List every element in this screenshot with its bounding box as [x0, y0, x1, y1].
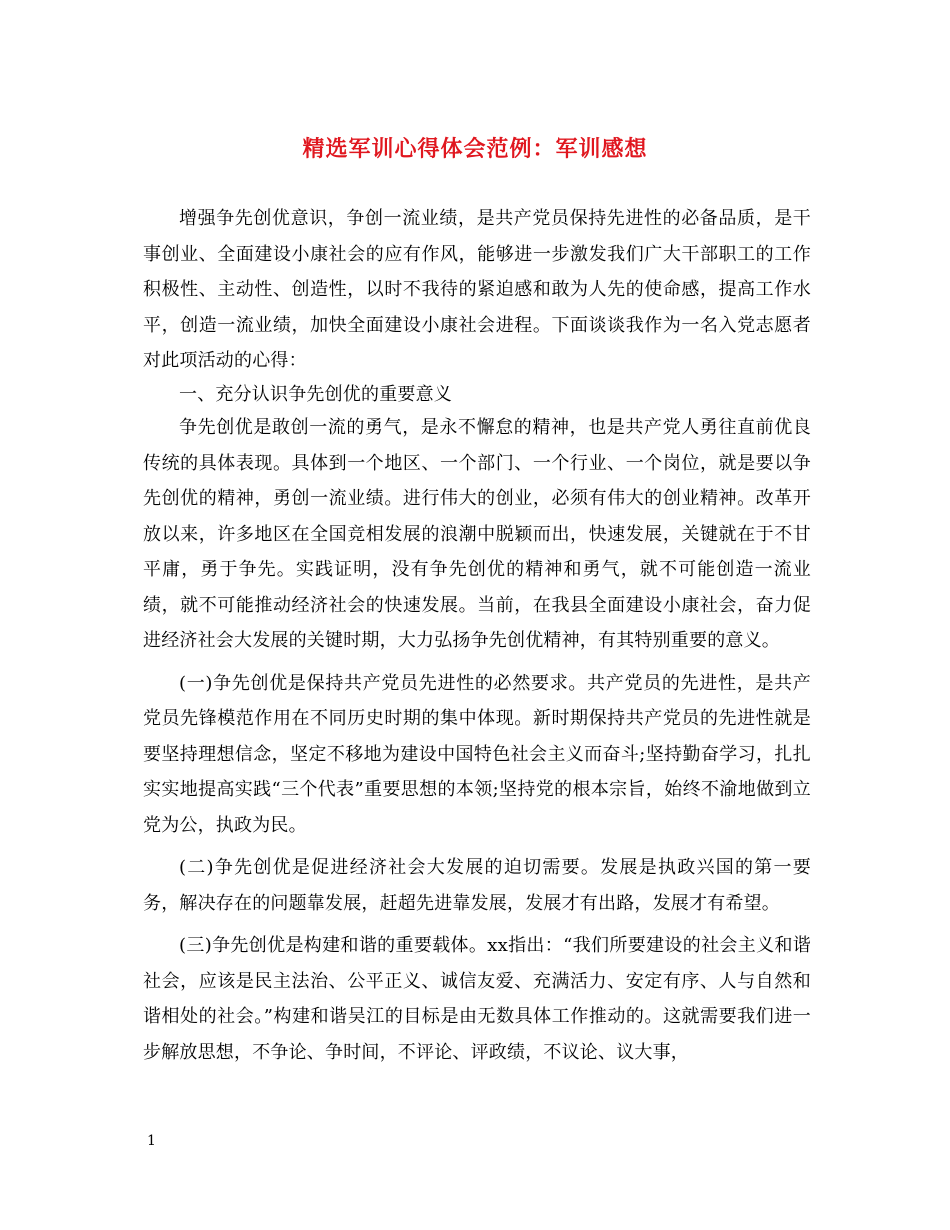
paragraph-significance: 争先创优是敢创一流的勇气，是永不懈怠的精神，也是共产党人勇往直前优良传统的具体表现。具体到一个地区、一个部门、一个行业、一个岗位，就是要以争先创优的精神，勇创一流业绩。进行伟大的创业，必须有伟大的创业精神。改革开放以来，许多地区在全国竞相发展的浪潮中脱颖而出，快速发展，关键就在于不甘平庸，勇于争先。实践证明，没有争先创优的精神和勇气，就不可能创造一流业绩，就不可能推动经济社会的快速发展。当前，在我县全面建设小康社会，奋力促进经济社会大发展的关键时期，大力弘扬争先创优精神，有其特别重要的意义。 [143, 417, 811, 651]
page-number: 1 [147, 1133, 156, 1149]
paragraph-point-1: (一)争先创优是保持共产党员先进性的必然要求。共产党员的先进性，是共产党员先锋模范作用在不同历史时期的集中体现。新时期保持共产党员的先进性就是要坚持理想信念，坚定不移地为建设中国特色社会主义而奋斗;坚持勤奋学习，扎扎实实地提高实践“三个代表”重要思想的本领;坚持党的根本宗旨，始终不渝地做到立党为公，执政为民。 [143, 672, 811, 836]
paragraph-point-2: (二)争先创优是促进经济社会大发展的迫切需要。发展是执政兴国的第一要务，解决存在的问题靠发展，赶超先进靠发展，发展才有出路，发展才有希望。 [143, 857, 811, 914]
document-title: 精选军训心得体会范例：军训感想 [302, 136, 648, 162]
section-heading-1: 一、充分认识争先创优的重要意义 [179, 383, 452, 405]
document-body [143, 201, 811, 1070]
paragraph-intro: 增强争先创优意识，争创一流业绩，是共产党员保持先进性的必备品质，是干事创业、全面建设小康社会的应有作风，能够进一步激发我们广大干部职工的工作积极性、主动性、创造性，以时不我待的紧迫感和敢为人先的使命感，提高工作水平，创造一流业绩，加快全面建设小康社会进程。下面谈谈我作为一名入党志愿者对此项活动的心得： [143, 208, 811, 371]
paragraph-point-3: (三)争先创优是构建和谐的重要载体。xx指出：“我们所要建设的社会主义和谐社会，应该是民主法治、公平正义、诚信友爱、充满活力、安定有序、人与自然和谐相处的社会。”构建和谐吴江的目标是由无数具体工作推动的。这就需要我们进一步解放思想，不争论、争时间，不评论、评政绩，不议论、议大事， [143, 935, 811, 1063]
